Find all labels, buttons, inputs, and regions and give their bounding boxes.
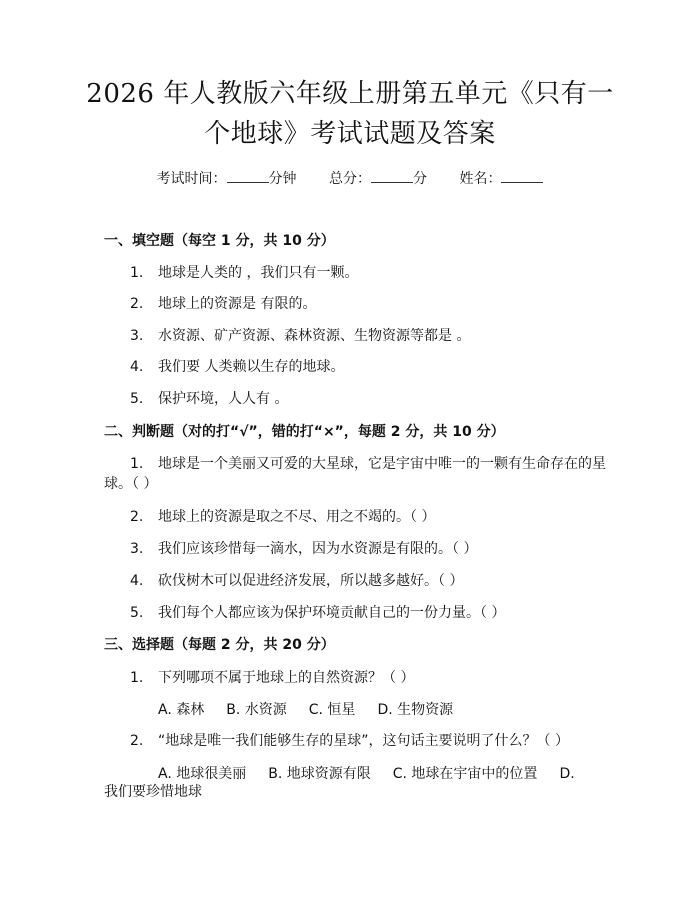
score-blank[interactable] xyxy=(371,170,413,183)
question-number: 3. xyxy=(130,541,144,557)
question-text: 我们应该珍惜每一滴水，因为水资源是有限的。（ ） xyxy=(158,541,478,557)
question-number: 1. xyxy=(130,670,144,686)
score-field xyxy=(329,171,431,187)
question-item xyxy=(130,293,316,313)
question-text: 地球是一个美丽又可爱的大星球，它是宇宙中唯一的一颗有生命存在的星 xyxy=(158,456,606,472)
section-heading-fill: 一、填空题（每空 1 分，共 10 分） xyxy=(104,233,335,249)
name-blank[interactable] xyxy=(501,170,543,183)
question-number: 1. xyxy=(130,456,144,472)
time-label: 考试时间： xyxy=(156,171,227,187)
question-item xyxy=(130,388,288,408)
exam-meta xyxy=(0,168,700,188)
option-d: D. xyxy=(559,766,575,782)
options-row xyxy=(158,699,475,719)
question-text: 地球上的资源是取之不尽、用之不竭的。（ ） xyxy=(158,509,436,525)
option-c: C. 地球在宇宙中的位置 xyxy=(392,766,538,782)
question-item xyxy=(130,453,606,473)
question-number: 4. xyxy=(130,573,144,589)
question-text: “地球是唯一我们能够生存的星球”，这句话主要说明了什么？（ ） xyxy=(158,733,569,749)
question-item xyxy=(130,262,358,282)
question-text: 水资源、矿产资源、森林资源、生物资源等都是 。 xyxy=(158,328,471,344)
question-number: 5. xyxy=(130,605,144,621)
question-text: 我们每个人都应该为保护环境贡献自己的一份力量。（ ） xyxy=(158,605,506,621)
option-a: A. 森林 xyxy=(158,702,205,718)
option-b: B. 地球资源有限 xyxy=(268,766,371,782)
question-text: 砍伐树木可以促进经济发展，所以越多越好。（ ） xyxy=(158,573,464,589)
question-number: 3. xyxy=(130,328,144,344)
question-text: 地球上的资源是 有限的。 xyxy=(158,296,317,312)
section-heading-judge: 二、判断题（对的打“√”，错的打“×”，每题 2 分，共 10 分） xyxy=(104,424,505,440)
exam-title xyxy=(60,74,640,154)
question-item xyxy=(130,538,477,558)
question-text: 保护环境，人人有 。 xyxy=(158,391,289,407)
section-heading-choice: 三、选择题（每题 2 分，共 20 分） xyxy=(104,637,335,653)
name-field xyxy=(459,171,543,187)
time-blank[interactable] xyxy=(227,170,269,183)
question-item xyxy=(130,325,470,345)
question-number: 2. xyxy=(130,733,144,749)
title-line-1: 2026 年人教版六年级上册第五单元《只有一 xyxy=(86,79,614,109)
option-d: D. 生物资源 xyxy=(377,702,454,718)
option-a: A. 地球很美丽 xyxy=(158,766,247,782)
question-number: 2. xyxy=(130,509,144,525)
score-label: 总分： xyxy=(329,171,371,187)
question-text: 我们要 人类赖以生存的地球。 xyxy=(158,359,345,375)
question-number: 5. xyxy=(130,391,144,407)
option-continuation: 我们要珍惜地球 xyxy=(104,784,202,800)
name-label: 姓名： xyxy=(459,171,502,187)
score-unit: 分 xyxy=(413,171,427,187)
question-text: 下列哪项不属于地球上的自然资源？（ ） xyxy=(158,670,415,686)
time-unit: 分钟 xyxy=(268,171,297,187)
question-number: 4. xyxy=(130,359,144,375)
question-item xyxy=(130,602,505,622)
question-number: 2. xyxy=(130,296,144,312)
question-item xyxy=(130,356,344,376)
title-line-2: 个地球》考试试题及答案 xyxy=(204,119,496,149)
question-text: 地球是人类的 ，我们只有一颗。 xyxy=(158,265,359,281)
option-c: C. 恒星 xyxy=(308,702,356,718)
question-continuation: 球。（ ） xyxy=(104,476,158,492)
option-b: B. 水资源 xyxy=(226,702,287,718)
question-number: 1. xyxy=(130,265,144,281)
question-item xyxy=(130,506,435,526)
time-field xyxy=(157,171,301,187)
question-item xyxy=(130,730,569,750)
question-item xyxy=(130,570,463,590)
question-item xyxy=(130,667,414,687)
